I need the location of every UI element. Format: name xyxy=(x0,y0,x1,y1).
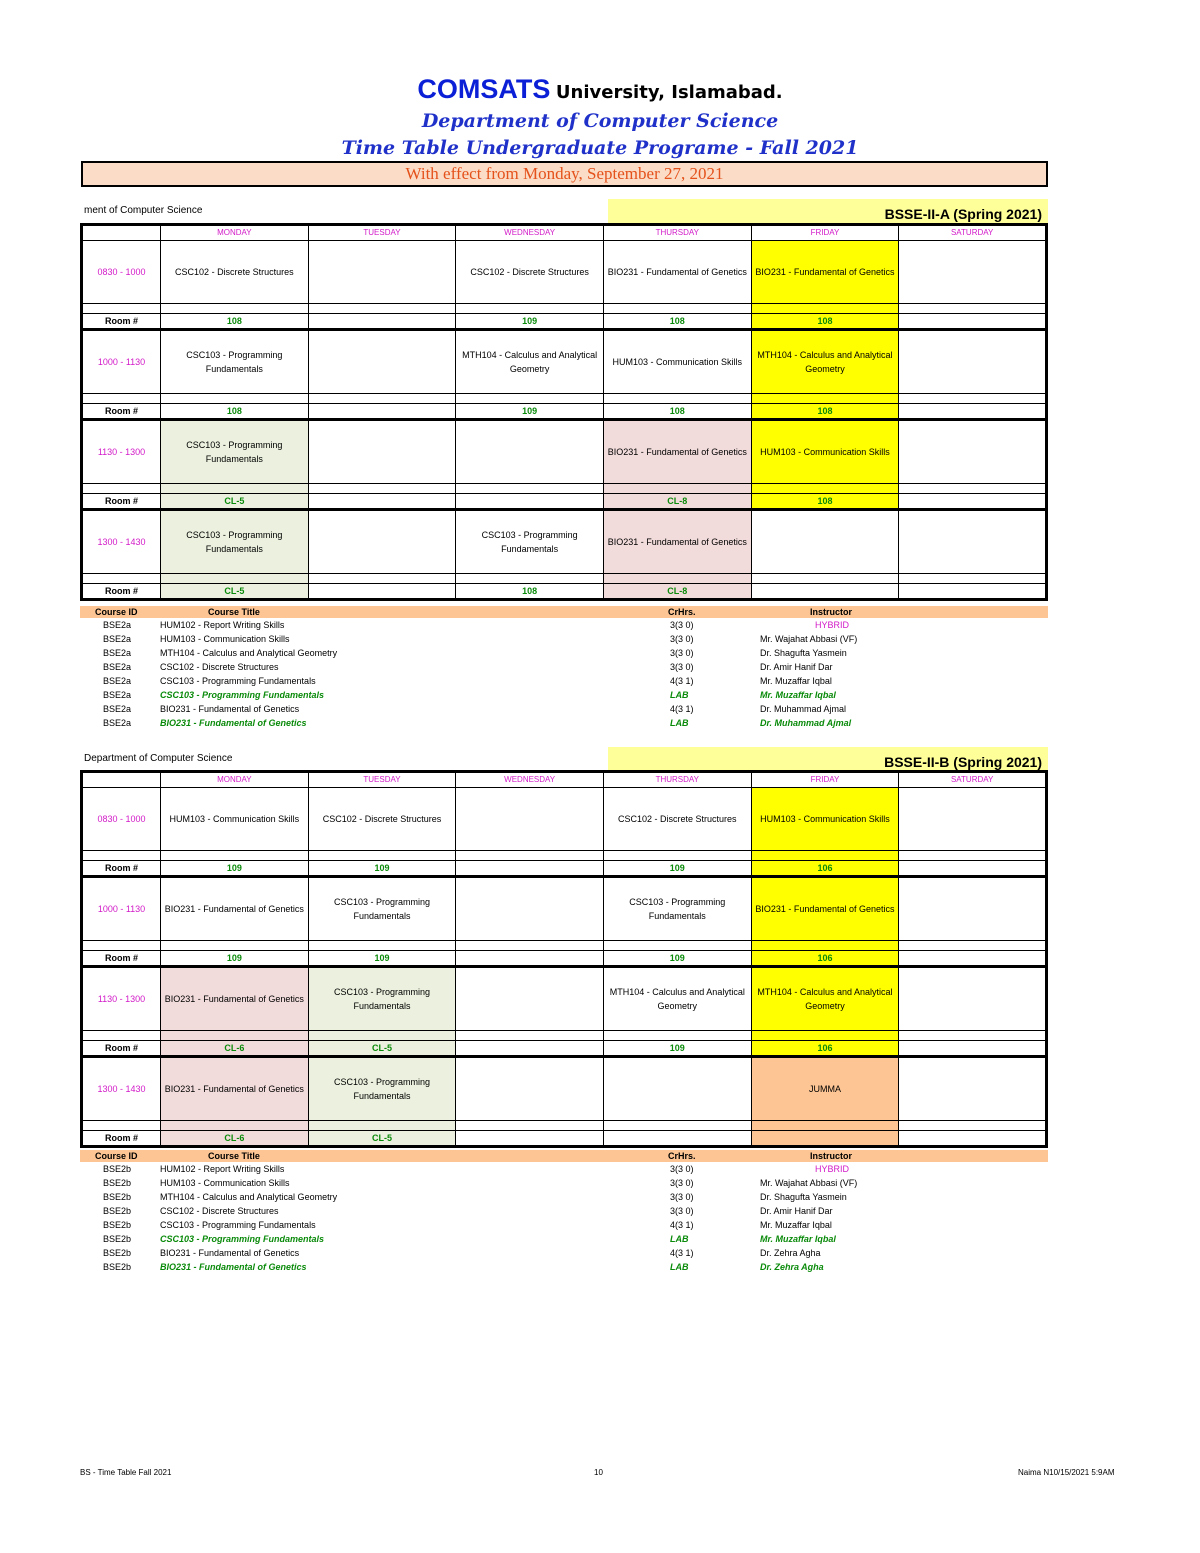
room-cell: 108 xyxy=(603,404,751,420)
class-cell: HUM103 - Communication Skills xyxy=(751,788,899,851)
course-row xyxy=(80,1218,1048,1232)
spacer-cell xyxy=(82,851,161,861)
footer-right: Naima N10/15/2021 5:9AM xyxy=(1018,1468,1115,1477)
room-cell xyxy=(899,314,1047,330)
time-slot: 1000 - 1130 xyxy=(82,330,161,394)
course-crhrs: 4(3 1) xyxy=(670,676,694,686)
course-id: BSE2a xyxy=(103,718,132,728)
department-title: Department of Computer Science xyxy=(421,110,779,132)
spacer-cell xyxy=(899,574,1047,584)
class-cell: CSC103 - Programming Fundamentals xyxy=(308,877,456,941)
spacer-cell xyxy=(456,304,604,314)
class-cell: CSC103 - Programming Fundamentals xyxy=(308,967,456,1031)
room-cell xyxy=(603,1131,751,1147)
spacer-cell xyxy=(899,304,1047,314)
class-cell: BIO231 - Fundamental of Genetics xyxy=(603,420,751,484)
spacer-cell xyxy=(161,941,309,951)
course-instructor: Mr. Muzaffar Iqbal xyxy=(760,1234,836,1244)
course-row xyxy=(80,1232,1048,1246)
course-crhrs: LAB xyxy=(670,1262,689,1272)
course-title: HUM102 - Report Writing Skills xyxy=(160,1164,285,1174)
room-cell: 109 xyxy=(161,951,309,967)
course-instructor: Mr. Muzaffar Iqbal xyxy=(760,1220,832,1230)
course-title: CSC103 - Programming Fundamentals xyxy=(160,1220,316,1230)
spacer-cell xyxy=(456,484,604,494)
room-cell: 108 xyxy=(751,404,899,420)
course-instructor: Mr. Wajahat Abbasi (VF) xyxy=(760,1178,858,1188)
room-cell: 109 xyxy=(456,404,604,420)
class-cell: BIO231 - Fundamental of Genetics xyxy=(161,1057,309,1121)
room-label: Room # xyxy=(82,584,161,600)
room-cell: 106 xyxy=(751,1041,899,1057)
course-crhrs: 3(3 0) xyxy=(670,1164,694,1174)
course-id: BSE2b xyxy=(103,1220,132,1230)
course-instructor: HYBRID xyxy=(815,1164,850,1174)
header-course-title: Course Title xyxy=(208,1151,260,1161)
room-cell xyxy=(456,951,604,967)
course-id: BSE2a xyxy=(103,648,132,658)
spacer-cell xyxy=(456,1121,604,1131)
course-title: CSC102 - Discrete Structures xyxy=(160,1206,279,1216)
spacer-cell xyxy=(161,1121,309,1131)
header-instructor: Instructor xyxy=(810,607,853,617)
room-label: Room # xyxy=(82,1131,161,1147)
spacer-cell xyxy=(308,484,456,494)
course-id: BSE2a xyxy=(103,690,132,700)
class-cell: CSC103 - Programming Fundamentals xyxy=(603,877,751,941)
course-title: HUM103 - Communication Skills xyxy=(160,1178,290,1188)
course-title: MTH104 - Calculus and Analytical Geometry xyxy=(160,648,338,658)
class-cell: MTH104 - Calculus and Analytical Geometry xyxy=(456,330,604,394)
spacer-cell xyxy=(603,484,751,494)
spacer-cell xyxy=(603,394,751,404)
course-title: BIO231 - Fundamental of Genetics xyxy=(160,1262,307,1272)
room-cell xyxy=(456,861,604,877)
timetable-section-b xyxy=(80,770,1048,1148)
spacer-cell xyxy=(899,394,1047,404)
day-header: THURSDAY xyxy=(603,772,751,788)
spacer-cell xyxy=(161,394,309,404)
course-instructor: Dr. Muhammad Ajmal xyxy=(760,718,852,728)
spacer-cell xyxy=(308,1031,456,1041)
class-cell xyxy=(899,510,1047,574)
course-row xyxy=(80,632,1048,646)
spacer-cell xyxy=(456,941,604,951)
day-header: FRIDAY xyxy=(751,225,899,241)
room-label: Room # xyxy=(82,1041,161,1057)
course-id: BSE2b xyxy=(103,1178,132,1188)
spacer-cell xyxy=(603,1031,751,1041)
course-title: BIO231 - Fundamental of Genetics xyxy=(160,1248,300,1258)
course-crhrs: 3(3 0) xyxy=(670,648,694,658)
class-cell: BIO231 - Fundamental of Genetics xyxy=(751,241,899,304)
spacer-cell xyxy=(161,1031,309,1041)
spacer-cell xyxy=(82,574,161,584)
spacer-cell xyxy=(456,1031,604,1041)
course-row xyxy=(80,1190,1048,1204)
course-row xyxy=(80,660,1048,674)
course-id: BSE2a xyxy=(103,704,132,714)
room-cell xyxy=(899,404,1047,420)
course-instructor: Dr. Amir Hanif Dar xyxy=(760,662,833,672)
course-title: CSC102 - Discrete Structures xyxy=(160,662,279,672)
spacer-cell xyxy=(308,941,456,951)
course-row xyxy=(80,1204,1048,1218)
spacer-cell xyxy=(82,304,161,314)
class-cell xyxy=(899,967,1047,1031)
class-cell xyxy=(456,877,604,941)
class-cell: CSC103 - Programming Fundamentals xyxy=(161,420,309,484)
timetable-section-a xyxy=(80,223,1048,601)
room-cell: 108 xyxy=(751,494,899,510)
day-header: FRIDAY xyxy=(751,772,899,788)
day-header: SATURDAY xyxy=(899,772,1047,788)
course-crhrs: 4(3 1) xyxy=(670,1220,694,1230)
course-instructor: Dr. Amir Hanif Dar xyxy=(760,1206,833,1216)
time-slot: 1130 - 1300 xyxy=(82,967,161,1031)
spacer-cell xyxy=(603,1121,751,1131)
day-header: MONDAY xyxy=(161,772,309,788)
room-cell: 108 xyxy=(751,314,899,330)
class-cell xyxy=(899,241,1047,304)
room-cell: 109 xyxy=(308,861,456,877)
class-cell: MTH104 - Calculus and Analytical Geometry xyxy=(751,967,899,1031)
course-id: BSE2a xyxy=(103,676,132,686)
class-cell: CSC103 - Programming Fundamentals xyxy=(161,510,309,574)
class-cell: CSC103 - Programming Fundamentals xyxy=(308,1057,456,1121)
spacer-cell xyxy=(161,574,309,584)
spacer-cell xyxy=(751,1031,899,1041)
room-cell: CL-5 xyxy=(308,1131,456,1147)
room-cell xyxy=(899,1131,1047,1147)
class-cell xyxy=(456,420,604,484)
spacer-cell xyxy=(899,1031,1047,1041)
course-crhrs: 3(3 0) xyxy=(670,1192,694,1202)
spacer-cell xyxy=(308,1121,456,1131)
footer-page-number: 10 xyxy=(594,1468,603,1477)
room-cell: CL-5 xyxy=(308,1041,456,1057)
header-course-id: Course ID xyxy=(95,607,138,617)
time-slot: 1130 - 1300 xyxy=(82,420,161,484)
course-id: BSE2b xyxy=(103,1262,132,1272)
course-id: BSE2b xyxy=(103,1206,132,1216)
room-cell: 109 xyxy=(308,951,456,967)
room-cell xyxy=(308,404,456,420)
course-row xyxy=(80,1162,1048,1176)
class-cell: CSC102 - Discrete Structures xyxy=(603,788,751,851)
class-cell: CSC102 - Discrete Structures xyxy=(456,241,604,304)
course-title: HUM103 - Communication Skills xyxy=(160,634,290,644)
course-crhrs: 4(3 1) xyxy=(670,1248,694,1258)
time-slot: 1300 - 1430 xyxy=(82,1057,161,1121)
class-cell xyxy=(456,1057,604,1121)
course-instructor: Mr. Muzaffar Iqbal xyxy=(760,690,836,700)
spacer-cell xyxy=(82,484,161,494)
class-cell xyxy=(308,510,456,574)
room-label: Room # xyxy=(82,951,161,967)
course-title: MTH104 - Calculus and Analytical Geometry xyxy=(160,1192,338,1202)
spacer-cell xyxy=(308,574,456,584)
room-cell xyxy=(899,951,1047,967)
room-cell xyxy=(899,861,1047,877)
room-cell xyxy=(308,494,456,510)
spacer-cell xyxy=(82,941,161,951)
day-header: TUESDAY xyxy=(308,772,456,788)
room-label: Room # xyxy=(82,861,161,877)
course-id: BSE2a xyxy=(103,662,132,672)
header-instructor: Instructor xyxy=(810,1151,853,1161)
class-cell xyxy=(899,788,1047,851)
room-cell: 108 xyxy=(161,314,309,330)
course-title: BIO231 - Fundamental of Genetics xyxy=(160,718,307,728)
spacer-cell xyxy=(82,1031,161,1041)
class-cell xyxy=(456,788,604,851)
course-list-section-a xyxy=(80,606,1048,730)
course-title: CSC103 - Programming Fundamentals xyxy=(160,690,325,700)
course-crhrs: LAB xyxy=(670,1234,689,1244)
day-header: SATURDAY xyxy=(899,225,1047,241)
course-id: BSE2a xyxy=(103,620,132,630)
spacer-cell xyxy=(308,394,456,404)
room-cell xyxy=(456,494,604,510)
day-header: WEDNESDAY xyxy=(456,225,604,241)
course-crhrs: 3(3 0) xyxy=(670,1178,694,1188)
corner-cell xyxy=(82,772,161,788)
spacer-cell xyxy=(751,304,899,314)
course-crhrs: 3(3 0) xyxy=(670,620,694,630)
time-slot: 1300 - 1430 xyxy=(82,510,161,574)
room-cell xyxy=(456,1041,604,1057)
class-cell: HUM103 - Communication Skills xyxy=(603,330,751,394)
class-cell: HUM103 - Communication Skills xyxy=(751,420,899,484)
course-title: CSC103 - Programming Fundamentals xyxy=(160,1234,325,1244)
course-id: BSE2a xyxy=(103,634,132,644)
day-header: MONDAY xyxy=(161,225,309,241)
class-cell xyxy=(899,877,1047,941)
room-cell: 109 xyxy=(603,1041,751,1057)
course-id: BSE2b xyxy=(103,1164,132,1174)
room-cell: 109 xyxy=(456,314,604,330)
class-cell: HUM103 - Communication Skills xyxy=(161,788,309,851)
class-cell: BIO231 - Fundamental of Genetics xyxy=(751,877,899,941)
spacer-cell xyxy=(456,574,604,584)
header-course-id: Course ID xyxy=(95,1151,138,1161)
class-cell: BIO231 - Fundamental of Genetics xyxy=(603,241,751,304)
spacer-cell xyxy=(751,851,899,861)
course-list-section-b xyxy=(80,1150,1048,1274)
programme-title: Time Table Undergraduate Programe - Fall 2021 xyxy=(341,137,859,159)
course-instructor: Mr. Muzaffar Iqbal xyxy=(760,676,832,686)
class-cell: BIO231 - Fundamental of Genetics xyxy=(161,967,309,1031)
university-title xyxy=(0,74,1200,105)
spacer-cell xyxy=(603,304,751,314)
room-cell xyxy=(456,1131,604,1147)
course-crhrs: LAB xyxy=(670,690,689,700)
time-slot: 0830 - 1000 xyxy=(82,788,161,851)
spacer-cell xyxy=(161,304,309,314)
class-cell xyxy=(308,241,456,304)
footer-left: BS - Time Table Fall 2021 xyxy=(80,1468,172,1477)
class-cell: MTH104 - Calculus and Analytical Geometry xyxy=(603,967,751,1031)
spacer-cell xyxy=(456,394,604,404)
time-slot: 0830 - 1000 xyxy=(82,241,161,304)
class-cell xyxy=(456,967,604,1031)
course-crhrs: LAB xyxy=(670,718,689,728)
spacer-cell xyxy=(899,1121,1047,1131)
day-header: THURSDAY xyxy=(603,225,751,241)
room-cell xyxy=(308,314,456,330)
course-row xyxy=(80,618,1048,632)
spacer-cell xyxy=(82,1121,161,1131)
course-title: CSC103 - Programming Fundamentals xyxy=(160,676,316,686)
room-cell: CL-5 xyxy=(161,584,309,600)
spacer-cell xyxy=(603,851,751,861)
room-cell: 108 xyxy=(603,314,751,330)
header-course-title: Course Title xyxy=(208,607,260,617)
room-cell: 106 xyxy=(751,951,899,967)
course-row xyxy=(80,702,1048,716)
class-cell: CSC103 - Programming Fundamentals xyxy=(456,510,604,574)
course-crhrs: 3(3 0) xyxy=(670,1206,694,1216)
class-cell: CSC102 - Discrete Structures xyxy=(161,241,309,304)
room-cell: CL-5 xyxy=(161,494,309,510)
class-cell xyxy=(308,420,456,484)
course-crhrs: 3(3 0) xyxy=(670,662,694,672)
room-cell xyxy=(751,584,899,600)
time-slot: 1000 - 1130 xyxy=(82,877,161,941)
course-crhrs: 3(3 0) xyxy=(670,634,694,644)
room-cell: 109 xyxy=(161,861,309,877)
course-row xyxy=(80,674,1048,688)
header-crhrs: CrHrs. xyxy=(668,1151,696,1161)
room-cell xyxy=(899,1041,1047,1057)
course-id: BSE2b xyxy=(103,1192,132,1202)
course-id: BSE2b xyxy=(103,1248,132,1258)
spacer-cell xyxy=(751,394,899,404)
comsats-label: COMSATS xyxy=(417,74,551,104)
course-title: HUM102 - Report Writing Skills xyxy=(160,620,285,630)
room-cell: CL-6 xyxy=(161,1041,309,1057)
spacer-cell xyxy=(82,394,161,404)
room-label: Room # xyxy=(82,494,161,510)
class-cell: BIO231 - Fundamental of Genetics xyxy=(603,510,751,574)
spacer-cell xyxy=(456,851,604,861)
spacer-cell xyxy=(603,941,751,951)
spacer-cell xyxy=(899,484,1047,494)
room-cell: 108 xyxy=(161,404,309,420)
course-instructor: Dr. Zehra Agha xyxy=(760,1248,821,1258)
course-title: BIO231 - Fundamental of Genetics xyxy=(160,704,300,714)
room-cell: 108 xyxy=(456,584,604,600)
course-row xyxy=(80,1260,1048,1274)
class-cell xyxy=(751,510,899,574)
section-b-tag: BSSE-II-B (Spring 2021) xyxy=(608,747,1048,773)
room-cell: CL-8 xyxy=(603,584,751,600)
room-cell xyxy=(899,584,1047,600)
course-crhrs: 4(3 1) xyxy=(670,704,694,714)
university-label: University, Islamabad. xyxy=(555,82,783,103)
course-instructor: Mr. Wajahat Abbasi (VF) xyxy=(760,634,858,644)
spacer-cell xyxy=(751,484,899,494)
course-row xyxy=(80,1176,1048,1190)
course-instructor: Dr. Shagufta Yasmein xyxy=(760,1192,847,1202)
spacer-cell xyxy=(603,574,751,584)
room-label: Room # xyxy=(82,314,161,330)
corner-cell xyxy=(82,225,161,241)
class-cell: JUMMA xyxy=(751,1057,899,1121)
course-row xyxy=(80,646,1048,660)
spacer-cell xyxy=(751,1121,899,1131)
course-id: BSE2b xyxy=(103,1234,132,1244)
spacer-cell xyxy=(751,941,899,951)
spacer-cell xyxy=(161,484,309,494)
room-cell: 109 xyxy=(603,861,751,877)
course-list-header xyxy=(80,606,1048,618)
spacer-cell xyxy=(899,851,1047,861)
spacer-cell xyxy=(899,941,1047,951)
course-row xyxy=(80,716,1048,730)
day-header: TUESDAY xyxy=(308,225,456,241)
room-cell xyxy=(899,494,1047,510)
day-header: WEDNESDAY xyxy=(456,772,604,788)
room-cell xyxy=(751,1131,899,1147)
room-label: Room # xyxy=(82,404,161,420)
spacer-cell xyxy=(161,851,309,861)
class-cell xyxy=(603,1057,751,1121)
course-instructor: Dr. Zehra Agha xyxy=(760,1262,824,1272)
room-cell: 109 xyxy=(603,951,751,967)
room-cell: CL-6 xyxy=(161,1131,309,1147)
class-cell xyxy=(308,330,456,394)
class-cell: CSC103 - Programming Fundamentals xyxy=(161,330,309,394)
room-cell xyxy=(308,584,456,600)
spacer-cell xyxy=(751,574,899,584)
course-list-header xyxy=(80,1150,1048,1162)
class-cell xyxy=(899,420,1047,484)
room-cell: CL-8 xyxy=(603,494,751,510)
spacer-cell xyxy=(308,304,456,314)
course-instructor: Dr. Muhammad Ajmal xyxy=(760,704,847,714)
course-row xyxy=(80,688,1048,702)
section-a-tag: BSSE-II-A (Spring 2021) xyxy=(608,199,1048,225)
header-crhrs: CrHrs. xyxy=(668,607,696,617)
spacer-cell xyxy=(308,851,456,861)
effect-date-banner: With effect from Monday, September 27, 2021 xyxy=(81,161,1048,187)
class-cell: BIO231 - Fundamental of Genetics xyxy=(161,877,309,941)
course-row xyxy=(80,1246,1048,1260)
class-cell: CSC102 - Discrete Structures xyxy=(308,788,456,851)
course-instructor: Dr. Shagufta Yasmein xyxy=(760,648,847,658)
section-a-department: ment of Computer Science xyxy=(84,205,203,216)
class-cell: MTH104 - Calculus and Analytical Geometry xyxy=(751,330,899,394)
class-cell xyxy=(899,330,1047,394)
room-cell: 106 xyxy=(751,861,899,877)
class-cell xyxy=(899,1057,1047,1121)
course-instructor: HYBRID xyxy=(815,620,850,630)
section-b-department: Department of Computer Science xyxy=(84,753,233,764)
